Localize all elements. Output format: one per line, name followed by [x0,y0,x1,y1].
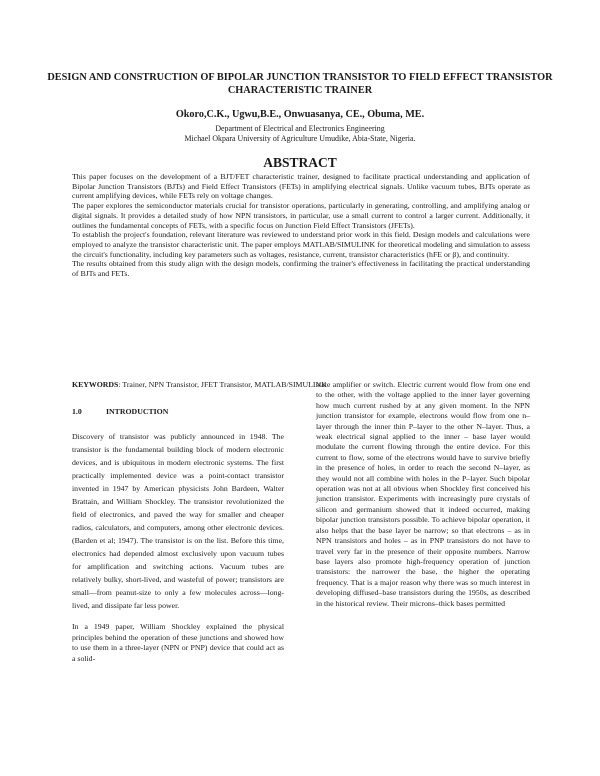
abstract-heading: ABSTRACT [263,155,337,170]
author-list: Okoro,C.K., Ugwu,B.E., Onwuasanya, CE., Obuma, ME. [175,109,425,120]
abstract-body [72,172,530,279]
body-paragraph: In a 1949 paper, William Shockley explained the physical principles behind the operation of these junctions and showed how to use them in a three-layer (NPN or PNP) device that could act as a solid- [72,622,284,663]
paper-title: DESIGN AND CONSTRUCTION OF BIPOLAR JUNCTION TRANSISTOR TO FIELD EFFECT TRANSISTOR CHARACTERISTIC TRAINER [47,72,553,96]
section-heading [72,407,168,417]
abstract-paragraph: To establish the project's foundation, relevant literature was reviewed to understand prior work in this field. Design models and calculations were employed to analyze the transistor characteristic unit. The paper employs MATLAB/SIMULINK for theoretical modeling and simulation to assess the circuit's functionality, including key parameters such as voltages, resistance, current, transistor characteristics (hFE or β), and continuity. [72,230,530,259]
affiliation-university: Michael Okpara University of Agriculture Umudike, Abia-State, Nigeria. [184,134,416,143]
keywords-text: : Trainer, NPN Transistor, JFET Transistor, MATLAB/SIMULINK [118,380,327,389]
body-paragraph: state amplifier or switch. Electric current would flow from one end to the other, with the voltage applied to the inner layer governing how much current rushed by at any given moment. In the NPN junction transistor for example, electrons would flow from one n–layer through the inner thin P–layer to the other N–layer. Thus, a weak electrical signal applied to the inner – base layer would modulate the current flowing through the entire device. For this current to flow, some of the electrons would have to survive briefly in the presence of holes, in order to reach the second N–layer, as they would not all combine with holes in the P–layer. Such bipolar operation was not at all obvious when Shockley first conceived his junction transistor. Experiments with increasingly pure crystals of silicon and germanium showed that it indeed occurred, making bipolar junction transistors possible. To achieve bipolar operation, it also helps that the base layer be narrow; so that electrons – as in NPN transistors and holes – as in PNP transistors do not have to travel very far in the presence of their opposite numbers. Narrow base layers also promote high-frequency operation of junction transistors: the narrower the base, the higher the operating frequency. That is a major reason why there was so much interest in developing diffused–base transistors during the 1950s, as described in the historical review. Their microns–thick bases permitted [316,380,530,608]
affiliation-department: Department of Electrical and Electronics Engineering [215,124,385,133]
section-title: INTRODUCTION [106,407,169,416]
left-column [72,430,284,664]
abstract-paragraph: The results obtained from this study align with the design models, confirming the trainer's effectiveness in facilitating the practical understanding of BJTs and FETs. [72,259,530,279]
body-paragraph: Discovery of transistor was publicly announced in 1948. The transistor is the fundamental building block of modern electronic devices, and is ubiquitous in modern electronic systems. The first practically implemented device was a point-contact transistor invented in 1947 by American physicists John Bardeen, Walter Brattain, and William Shockley. The transistor revolutionized the field of electronics, and paved the way for smaller and cheaper radios, calculators, and computers, among other electronic devices. (Barden et al; 1947). The transistor is on the list. Before this time, electronics had depended almost exclusively upon vacuum tubes for amplification and switching actions. Vacuum tubes are relatively bulky, short-lived, and wasteful of power; transistors are small—from peanut-size to only a few molecules across—long-lived, and dissipate far less power. [72,432,284,610]
abstract-paragraph: This paper focuses on the development of a BJT/FET characteristic trainer, designed to facilitate practical understanding and application of Bipolar Junction Transistors (BJTs) and Field Effect Transistors (FETs) in amplifying electrical signals. Unlike vacuum tubes, BJTs operate as current amplifying devices, while FETs rely on voltage changes. [72,172,530,201]
section-number: 1.0 [72,407,82,416]
keywords-label: KEYWORDS [72,380,119,389]
abstract-paragraph: The paper explores the semiconductor materials crucial for transistor operations, particularly in generating, controlling, and amplifying analog or digital signals. It provides a detailed study of how NPN transistors, in particular, use a small current to control a larger current. Additionally, it outlines the fundamental concepts of FETs, with a specific focus on Junction Field Effect Transistors (JFETs). [72,201,530,230]
right-column [316,380,530,609]
